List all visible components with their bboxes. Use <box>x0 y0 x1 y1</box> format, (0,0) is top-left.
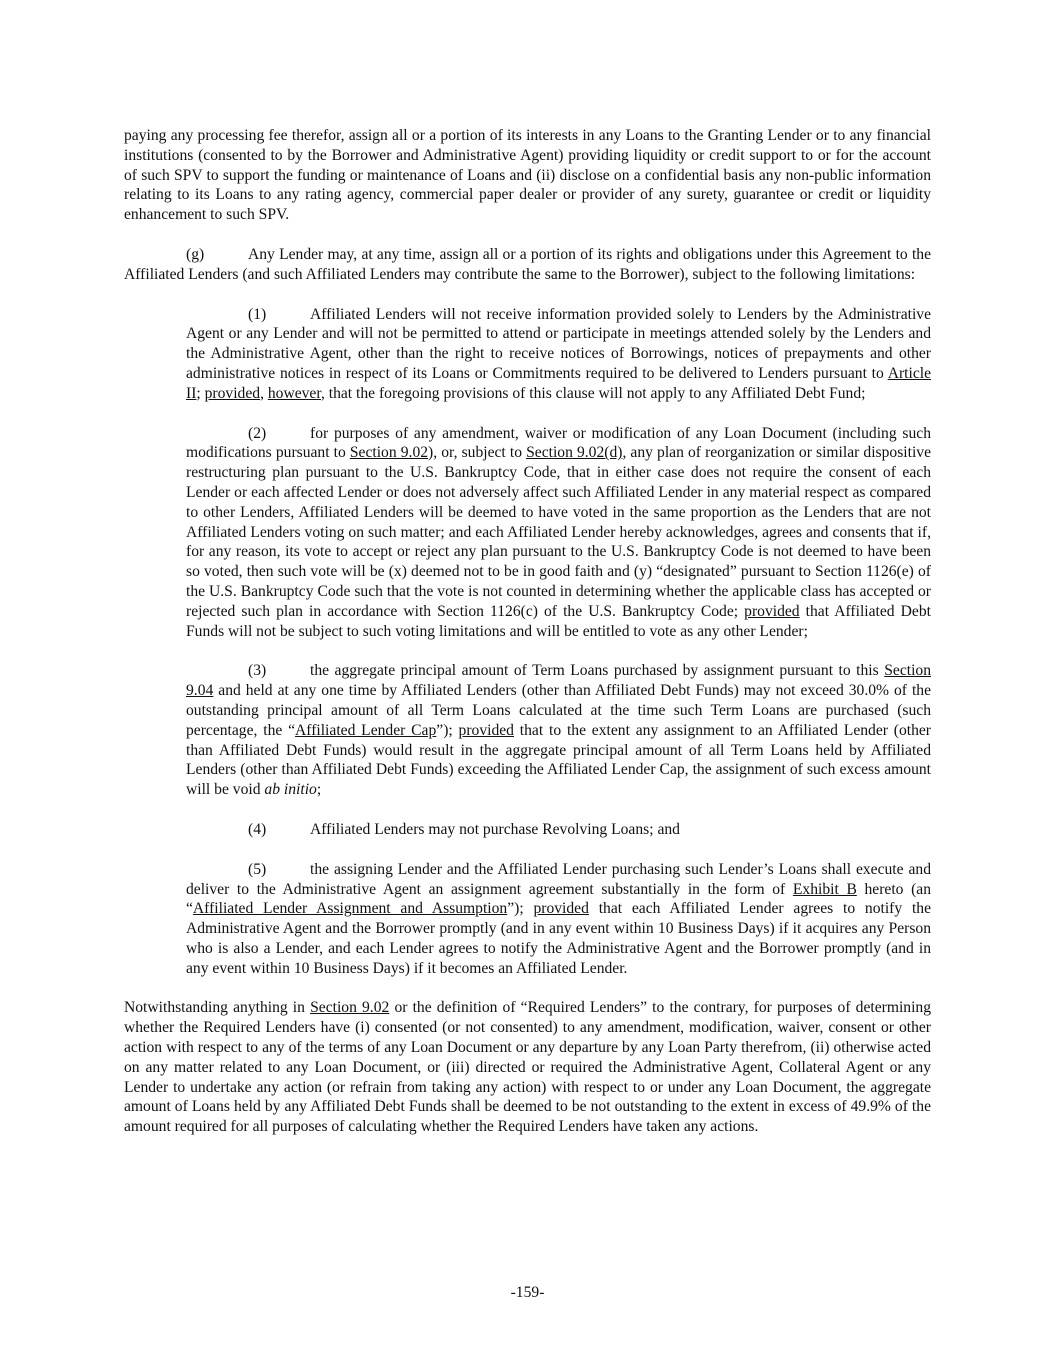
underlined-term: provided <box>204 384 261 402</box>
cross-reference-link[interactable]: Section 9.02 <box>349 444 429 462</box>
clause-label: (1) <box>248 305 267 323</box>
clause-label: (3) <box>248 662 267 680</box>
clause-3-paragraph: (3) the aggregate principal amount of Term Loans purchased by assignment pursuant to this Section 9.04 and held at any one time by Affiliated Lenders (other than Affiliated Debt Funds) may not exceed 30.0% of the outstanding principal amount of all Term Loans calculated at the time such Term Loans are purchased (such percentage, the “Affiliated Lender Cap”); provided that to the extent any assignment to an Affiliated Lender (other than Affiliated Debt Funds) would result in the aggregate principal amount of all Term Loans held by Affiliated Lenders (other than Affiliated Debt Funds) exceeding the Affiliated Lender Cap, the assignment of such excess amount will be void ab initio; <box>186 662 931 799</box>
clause-label: (4) <box>248 820 267 838</box>
clause-label: (2) <box>248 424 267 442</box>
cross-reference-link[interactable]: Section 9.04 <box>186 662 931 700</box>
cross-reference-link[interactable]: Exhibit B <box>792 880 857 898</box>
clause-5-paragraph: (5) the assigning Lender and the Affiliated Lender purchasing such Lender’s Loans shall execute and deliver to the Administrative Agent an assignment agreement substantially in the form of Exhibit B hereto (an “Affiliated Lender Assignment and Assumption”); provided that each Affiliated Lender agrees to notify the Administrative Agent and the Borrower promptly (and in any event within 10 Business Days) if it acquires any Person who is also a Lender, and each Lender agrees to notify the Administrative Agent and the Borrower promptly (and in any event within 10 Business Days) if it becomes an Affiliated Lender. <box>186 860 932 977</box>
cross-reference-link[interactable]: Article II <box>186 364 931 402</box>
defined-term: Affiliated Lender Assignment and Assumption <box>192 900 508 918</box>
clause-label: (5) <box>248 860 267 878</box>
italic-term: ab initio <box>264 781 317 799</box>
underlined-term: provided <box>458 721 514 739</box>
clause-4-paragraph: (4) Affiliated Lenders may not purchase Revolving Loans; and <box>248 820 680 838</box>
clause-2-paragraph: (2) for purposes of any amendment, waiver or modification of any Loan Document (including such modifications pursuant to Section 9.02), or, subject to Section 9.02(d), any plan of reorganization or similar dispositive restructuring plan pursuant to the U.S. Bankruptcy Code, that in either case does not require the consent of each Lender or each affected Lender or does not adversely affect such Affiliated Lender in any material respect as compared to other Lenders, Affiliated Lenders will be deemed to have voted in the same proportion as the Lenders that are not Affiliated Lenders voting on such matter; and each Affiliated Lender hereby acknowledges, agrees and consents that if, for any reason, its vote to accept or reject any plan pursuant to the U.S. Bankruptcy Code is not deemed to have been so voted, then such vote will be (x) deemed not to be in good faith and (y) “designated” pursuant to Section 1126(e) of the U.S. Bankruptcy Code such that the vote is not counted in determining whether the applicable class has accepted or rejected such plan in accordance with Section 1126(c) of the U.S. Bankruptcy Code; provided that Affiliated Debt Funds will not be subject to such voting limitations and will be entitled to vote as any other Lender; <box>186 424 932 640</box>
underlined-term: provided <box>533 900 589 918</box>
document-page <box>124 126 931 1157</box>
intro-paragraph: paying any processing fee therefor, assign all or a portion of its interests in any Loans to the Granting Lender or to any financial institutions (consented to by the Borrower and Administrative Agent) providing liquidity or credit support to or for the account of such SPV to support the funding or maintenance of Loans and (ii) disclose on a confidential basis any non-public information relating to its Loans to any rating agency, commercial paper dealer or provider of any surety, guarantee or credit or liquidity enhancement to such SPV. <box>124 127 931 224</box>
clause-label: (g) <box>186 245 205 263</box>
clause-1-paragraph: (1) Affiliated Lenders will not receive information provided solely to Lenders by the Administrative Agent or any Lender and will not be permitted to attend or participate in meetings attended solely by the Lenders and the Administrative Agent, other than the right to receive notices of Borrowings, notices of prepayments and other administrative notices in respect of its Loans or Commitments required to be delivered to Lenders pursuant to Article II; provided, however, that the foregoing provisions of this clause will not apply to any Affiliated Debt Fund; <box>186 305 931 402</box>
underlined-term: however <box>267 384 321 402</box>
clause-g-paragraph: (g) Any Lender may, at any time, assign all or a portion of its rights and obligations under this Agreement to the Affiliated Lenders (and such Affiliated Lenders may contribute the same to the Borrower), subject to the following limitations: <box>124 245 931 283</box>
page-number: -159- <box>510 1284 545 1301</box>
defined-term: Affiliated Lender Cap <box>295 721 437 739</box>
notwithstanding-paragraph: Notwithstanding anything in Section 9.02 or the definition of “Required Lenders” to the contrary, for purposes of determining whether the Required Lenders have (i) consented (or not consented) to any amendment, modification, waiver, consent or other action with respect to any of the terms of any Loan Document or any departure by any Loan Party therefrom, (ii) otherwise acted on any matter related to any Loan Document, or (iii) directed or required the Administrative Agent, Collateral Agent or any Lender to undertake any action (or refrain from taking any action) with respect to or under any Loan Document, the aggregate amount of Loans held by any Affiliated Debt Funds shall be deemed to be not outstanding to the extent in excess of 49.9% of the amount required for all purposes of calculating whether the Required Lenders have taken any actions. <box>124 999 932 1136</box>
underlined-term: provided <box>744 602 800 620</box>
cross-reference-link[interactable]: Section 9.02(d) <box>526 444 623 462</box>
cross-reference-link[interactable]: Section 9.02 <box>310 999 390 1017</box>
